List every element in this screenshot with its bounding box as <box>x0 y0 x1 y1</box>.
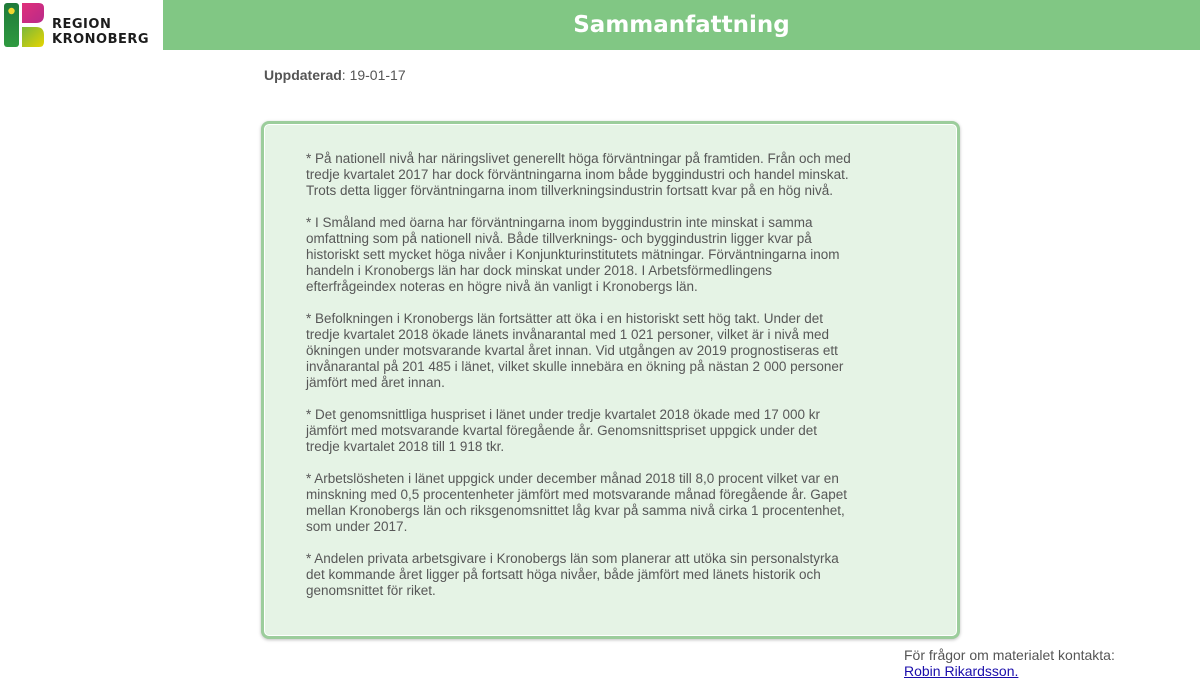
updated-value: : 19-01-17 <box>341 67 406 83</box>
summary-paragraph-1: * På nationell nivå har näringslivet generellt höga förväntningar på framtiden. Från och med tredje kvartalet 2017 har dock förväntningarna inom både byggindustri och handel minskat. Trots detta ligger förväntningarna inom tillverkningsindustrin fortsatt kvar på en hög nivå. <box>306 151 851 198</box>
summary-paragraph-2: * I Småland med öarna har förväntningarna inom byggindustrin inte minskat i samma omfattning som på nationell nivå. Både tillverknings- och byggindustrin ligger kvar på historiskt sett mycket höga nivåer i Konjunkturinstitutets mätningar. Förväntningarna inom handeln i Kronobergs län har dock minskat under 2018. I Arbetsförmedlingens efterfrågeindex noteras en högre nivå än vanligt i Kronobergs län. <box>306 215 840 294</box>
logo[interactable] <box>0 0 163 50</box>
logo-text <box>52 17 149 47</box>
contact-link[interactable]: Robin Rikardsson. <box>904 663 1019 679</box>
summary-paragraph-3: * Befolkningen i Kronobergs län fortsätter att öka i en historiskt sett hög takt. Under det tredje kvartalet 2018 ökade länets invånarantal med 1 021 personer, vilket är i nivå med ökningen under motsvarande kvartal året innan. Vid utgången av 2019 prognostiseras ett invånarantal på 201 485 i länet, vilket skulle innebära en ökning på nästan 2 000 personer jämfört med året innan. <box>306 311 844 390</box>
summary-card <box>261 121 960 639</box>
region-kronoberg-logo-icon <box>4 3 44 47</box>
logo-line-2: KRONOBERG <box>52 32 150 47</box>
summary-paragraph-4: * Det genomsnittliga huspriset i länet under tredje kvartalet 2018 ökade med 17 000 kr jämfört med motsvarande kvartal föregående år. Genomsnittspriset uppgick under det tredje kvartalet 2018 till 1 918 tkr. <box>306 407 821 454</box>
summary-paragraph-5: * Arbetslösheten i länet uppgick under december månad 2018 till 8,0 procent vilket var en minskning med 0,5 procentenheter jämfört med motsvarande månad föregående år. Gapet mellan Kronobergs län och riksgenomsnittet låg kvar på samma nivå cirka 1 procentenhet, som under 2017. <box>306 471 848 534</box>
page-title: Sammanfattning <box>573 12 790 38</box>
summary-paragraph-6: * Andelen privata arbetsgivare i Kronobergs län som planerar att utöka sin personalstyrka det kommande året ligger på fortsatt höga nivåer, både jämfört med länets historik och genomsnittet för riket. <box>306 551 839 598</box>
summary-text <box>306 151 886 615</box>
header <box>0 0 1200 50</box>
updated-line <box>264 67 406 83</box>
updated-label: Uppdaterad <box>264 67 342 83</box>
contact-label: För frågor om materialet kontakta: <box>904 647 1115 663</box>
logo-line-1: REGION <box>52 17 112 32</box>
title-bar <box>163 0 1200 50</box>
contact-info <box>904 647 1115 679</box>
